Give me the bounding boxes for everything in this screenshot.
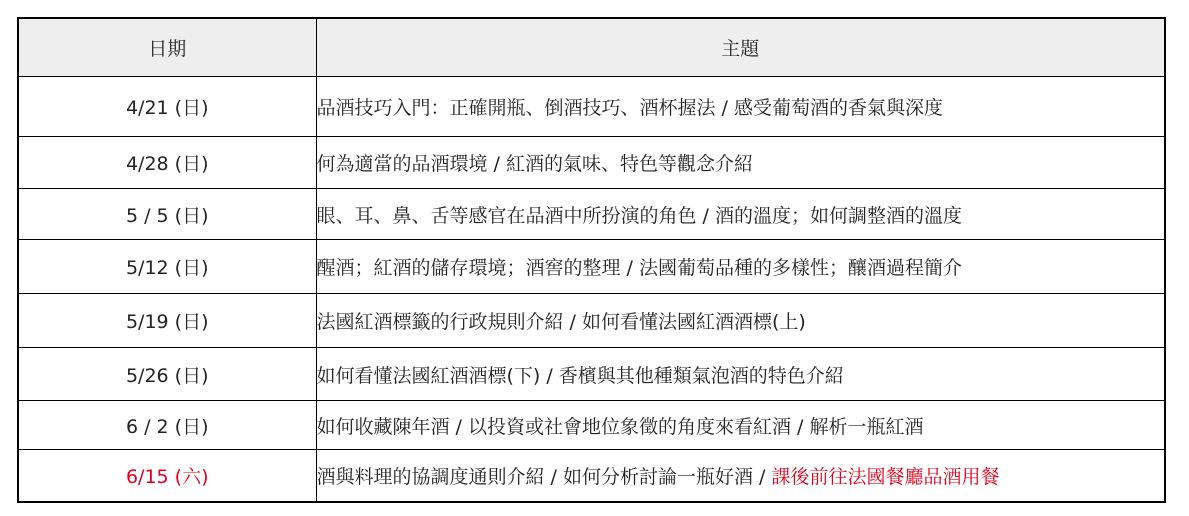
session-date-highlighted: 6/15 (六) xyxy=(18,450,316,502)
session-topic xyxy=(316,450,1165,502)
session-topic xyxy=(316,189,1165,240)
session-topic-text: 何為適當的品酒環境 / 紅酒的氣味、特色等觀念介紹 xyxy=(316,153,753,175)
session-date: 4/21 (日) xyxy=(18,77,316,137)
table-row xyxy=(18,401,1165,450)
session-date: 5/19 (日) xyxy=(18,294,316,348)
table-header-row xyxy=(18,18,1165,77)
session-topic-text: 如何收藏陳年酒 / 以投資或社會地位象徵的角度來看紅酒 / 解析一瓶紅酒 xyxy=(316,415,924,438)
session-date: 5 / 5 (日) xyxy=(18,189,316,240)
course-schedule-table xyxy=(17,17,1166,503)
table-row xyxy=(18,348,1165,401)
table-row xyxy=(18,137,1165,189)
table-row xyxy=(18,240,1165,294)
session-topic-text: 如何看懂法國紅酒酒標(下) / 香檳與其他種類氣泡酒的特色介紹 xyxy=(316,364,844,387)
session-topic xyxy=(316,240,1165,294)
session-date: 4/28 (日) xyxy=(18,137,316,189)
session-date: 5/26 (日) xyxy=(18,348,316,401)
session-date: 5/12 (日) xyxy=(18,240,316,294)
session-topic-text: 眼、耳、鼻、舌等感官在品酒中所扮演的角色 / 酒的溫度；如何調整酒的溫度 xyxy=(316,204,962,227)
date-column-header: 日期 xyxy=(18,18,316,77)
table-row xyxy=(18,77,1165,137)
table-row xyxy=(18,450,1165,502)
session-topic xyxy=(316,137,1165,189)
session-topic-text: 法國紅酒標籤的行政規則介紹 / 如何看懂法國紅酒酒標(上) xyxy=(316,311,806,333)
session-topic xyxy=(316,294,1165,348)
session-topic xyxy=(316,401,1165,450)
session-topic xyxy=(316,348,1165,401)
session-topic-text: 酒與料理的協調度通則介紹 / 如何分析討論一瓶好酒 / xyxy=(316,465,772,488)
table-row xyxy=(18,294,1165,348)
session-topic-text: 品酒技巧入門：正確開瓶、倒酒技巧、酒杯握法 / 感受葡萄酒的香氣與深度 xyxy=(316,97,943,119)
session-topic xyxy=(316,77,1165,137)
table-row xyxy=(18,189,1165,240)
session-date: 6 / 2 (日) xyxy=(18,401,316,450)
dinner-note: 課後前往法國餐廳品酒用餐 xyxy=(771,465,1000,488)
topic-column-header: 主題 xyxy=(316,18,1165,77)
session-topic-text: 醒酒；紅酒的儲存環境；酒窖的整理 / 法國葡萄品種的多樣性；釀酒過程簡介 xyxy=(316,257,962,279)
